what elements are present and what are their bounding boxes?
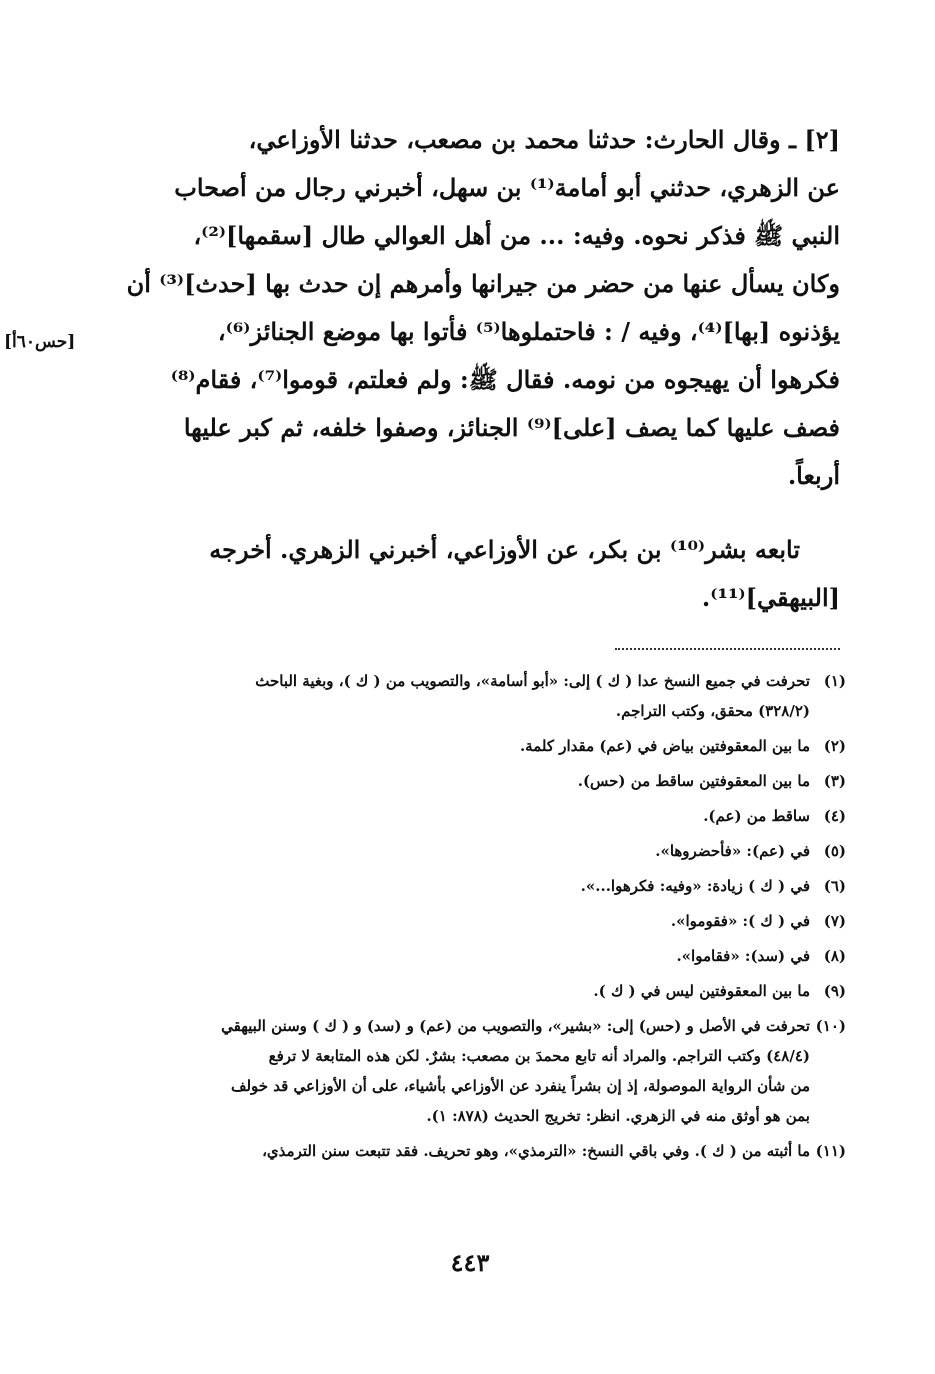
- footnote-line: تحرفت في الأصل و (حس) إلى: «بشير»، والتصويب من (عم) و (سد) و ( ك ) وسنن البيهقي: [221, 1017, 810, 1035]
- footnote-text: [118, 976, 810, 1006]
- hadith-paragraph-2: [118, 526, 840, 622]
- footnote-number: (١): [823, 672, 846, 690]
- footnote-number: (٩): [823, 982, 846, 1000]
- page-number: ٤٤٣: [450, 1248, 490, 1277]
- footnote: [118, 836, 846, 866]
- footnote-text: [118, 906, 810, 936]
- text-line: عن الزهري، حدثني أبو أمامة⁽¹⁾ بن سهل، أخبرني رجال من أصحاب: [174, 173, 840, 202]
- footnote: [118, 871, 846, 901]
- footnote: [118, 801, 846, 831]
- footnote-line: ما بين المعقوفتين بياض في (عم) مقدار كلمة.: [519, 737, 810, 755]
- text-line: [البيهقي]⁽¹¹⁾.: [701, 583, 840, 612]
- footnote: [118, 766, 846, 796]
- footnote-line: في (عم): «فأحضروها».: [655, 842, 810, 860]
- footnote-number: (٥): [823, 842, 846, 860]
- footnote-text: [118, 871, 810, 901]
- footnotes-section: [118, 666, 846, 1171]
- text-line: أربعاً.: [787, 461, 840, 490]
- footnote-number: (٧): [823, 912, 846, 930]
- footnote-number: (٦): [823, 877, 846, 895]
- footnote-number: (٤): [823, 807, 846, 825]
- footnote-divider: [615, 648, 840, 650]
- footnote-text: [118, 666, 810, 726]
- footnote-line: ما بين المعقوفتين ساقط من (حس).: [577, 772, 810, 790]
- footnote-line: ما بين المعقوفتين ليس في ( ك ).: [593, 982, 810, 1000]
- text-line: فكرهوا أن يهيجوه من نومه. فقال ﷺ: ولم فعلتم، قوموا⁽⁷⁾، فقام⁽⁸⁾: [170, 365, 840, 394]
- footnote: [118, 941, 846, 971]
- footnote-line: ساقط من (عم).: [703, 807, 810, 825]
- footnote-line: في ( ك ) زيادة: «وفيه: فكرهوا...».: [580, 877, 810, 895]
- footnote: [118, 731, 846, 761]
- footnote-number: (١٠): [815, 1017, 846, 1035]
- footnote-number: (٢): [823, 737, 846, 755]
- text-line: النبي ﷺ فذكر نحوه. وفيه: ... من أهل العوالي طال [سقمها]⁽²⁾،: [193, 221, 840, 250]
- footnote-line: في (سد): «فقاموا».: [676, 947, 810, 965]
- text-line: وكان يسأل عنها من حضر من جيرانها وأمرهم إن حدث بها [حدث]⁽³⁾ أن: [126, 269, 840, 298]
- text-line: تابعه بشر⁽¹⁰⁾ بن بكر، عن الأوزاعي، أخبرني الزهري. أخرجه: [209, 535, 800, 564]
- footnote-line: (٤٨/٤) وكتب التراجم. والمراد أنه تابع محمدَ بن مصعب: بشرٌ. لكن هذه المتابعة لا ترفع: [268, 1047, 810, 1065]
- footnote: [118, 1011, 846, 1131]
- footnote-line: بمن هو أوثق منه في الزهري. انظر: تخريج الحديث (٨٧٨: ١).: [426, 1107, 810, 1125]
- text-line: يؤذنوه [بها]⁽⁴⁾، وفيه / : فاحتملوها⁽⁵⁾ فأتوا بها موضع الجنائز⁽⁶⁾،: [217, 317, 840, 346]
- margin-note: [حس٦٠أ]: [4, 332, 76, 352]
- footnote-text: [118, 941, 810, 971]
- footnote: [118, 666, 846, 726]
- footnote-text: [118, 731, 810, 761]
- text-line: [٢] ـ وقال الحارث: حدثنا محمد بن مصعب، حدثنا الأوزاعي،: [248, 125, 840, 154]
- footnote: [118, 976, 846, 1006]
- hadith-paragraph-1: [118, 116, 840, 500]
- footnote-text: [118, 836, 810, 866]
- footnote: [118, 1136, 846, 1166]
- footnote-number: (٨): [823, 947, 846, 965]
- text-line: فصف عليها كما يصف [على]⁽⁹⁾ الجنائز، وصفوا خلفه، ثم كبر عليها: [183, 413, 840, 442]
- footnote-text: [118, 766, 810, 796]
- footnote-line: من شأن الرواية الموصولة، إذ إن بشراً ينفرد عن الأوزاعي بأشياء، على أن الأوزاعي قد خولف: [230, 1077, 810, 1095]
- footnote-text: [118, 1011, 810, 1131]
- footnote-number: (٣): [823, 772, 846, 790]
- footnote: [118, 906, 846, 936]
- footnote-number: (١١): [815, 1142, 846, 1160]
- footnote-line: تحرفت في جميع النسخ عدا ( ك ) إلى: «أبو أسامة»، والتصويب من ( ك )، وبغية الباحث: [255, 672, 810, 690]
- footnote-text: [118, 1136, 810, 1166]
- footnote-line: في ( ك ): «فقوموا».: [670, 912, 810, 930]
- footnote-line: (٣٢٨/٢) محقق، وكتب التراجم.: [615, 702, 810, 720]
- footnote-text: [118, 801, 810, 831]
- footnote-line: ما أثبته من ( ك ). وفي باقي النسخ: «الترمذي»، وهو تحريف. فقد تتبعت سنن الترمذي،: [262, 1142, 810, 1160]
